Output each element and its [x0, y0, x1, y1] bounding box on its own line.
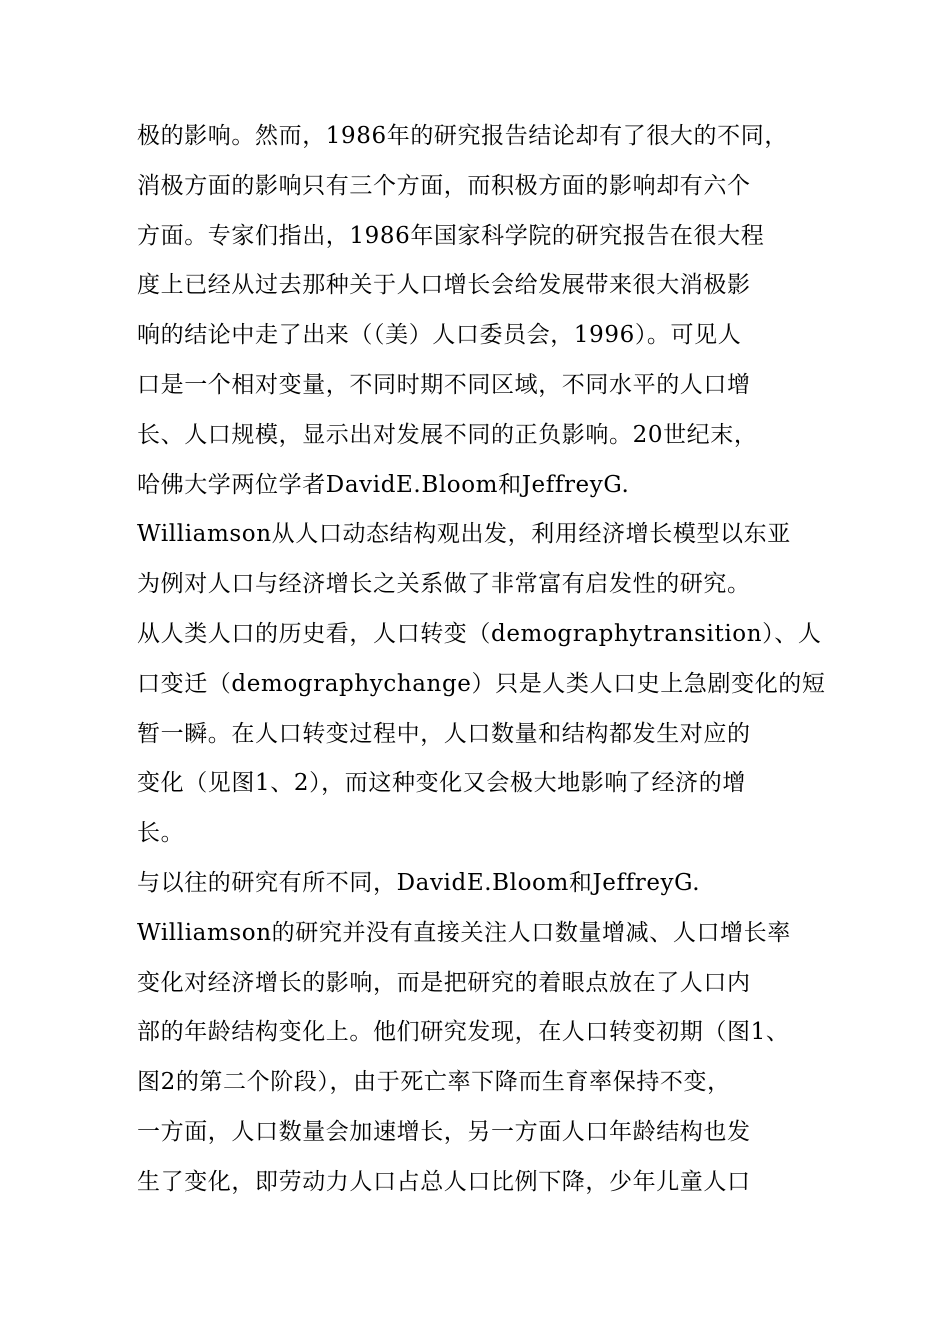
text-line: 一方面，人口数量会加速增长，另一方面人口年龄结构也发	[137, 1118, 751, 1145]
text-line: 方面。专家们指出，1986年国家科学院的研究报告在很大程	[137, 222, 765, 249]
text-line: 极的影响。然而，1986年的研究报告结论却有了很大的不同，	[137, 123, 788, 149]
text-line: Williamson的研究并没有直接关注人口数量增减、人口增长率	[137, 919, 791, 946]
text-line: 图2的第二个阶段），由于死亡率下降而生育率保持不变，	[137, 1069, 731, 1096]
text-line: 与以往的研究有所不同，DavidE.Bloom和JeffreyG.	[137, 869, 701, 896]
text-line: 长。	[137, 820, 185, 847]
text-line: 变化对经济增长的影响，而是把研究的着眼点放在了人口内	[137, 969, 751, 996]
text-line: 生了变化，即劳动力人口占总人口比例下降，少年儿童人口	[137, 1168, 751, 1195]
text-line: 长、人口规模，显示出对发展不同的正负影响。20世纪末，	[137, 421, 758, 448]
text-line: Williamson从人口动态结构观出发，利用经济增长模型以东亚	[137, 521, 791, 548]
body-text	[137, 112, 857, 1208]
text-line: 哈佛大学两位学者DavidE.Bloom和JeffreyG.	[137, 471, 630, 498]
text-line: 响的结论中走了出来（（美）人口委员会，1996）。可见人	[137, 322, 742, 349]
text-line: 暂一瞬。在人口转变过程中，人口数量和结构都发生对应的	[137, 720, 751, 747]
text-line: 为例对人口与经济增长之关系做了非常富有启发性的研究。	[137, 571, 751, 598]
text-line: 口变迁（demographychange）只是人类人口史上急剧变化的短	[137, 670, 826, 697]
text-line: 度上已经从过去那种关于人口增长会给发展带来很大消极影	[137, 272, 751, 299]
text-line: 消极方面的影响只有三个方面，而积极方面的影响却有六个	[137, 172, 751, 199]
text-line: 从人类人口的历史看，人口转变（demographytransition）、人	[137, 620, 822, 647]
text-line: 口是一个相对变量，不同时期不同区域，不同水平的人口增	[137, 371, 751, 398]
text-line: 部的年龄结构变化上。他们研究发现，在人口转变初期（图1、	[137, 1019, 790, 1046]
text-line: 变化（见图1、2），而这种变化又会极大地影响了经济的增	[137, 770, 746, 797]
